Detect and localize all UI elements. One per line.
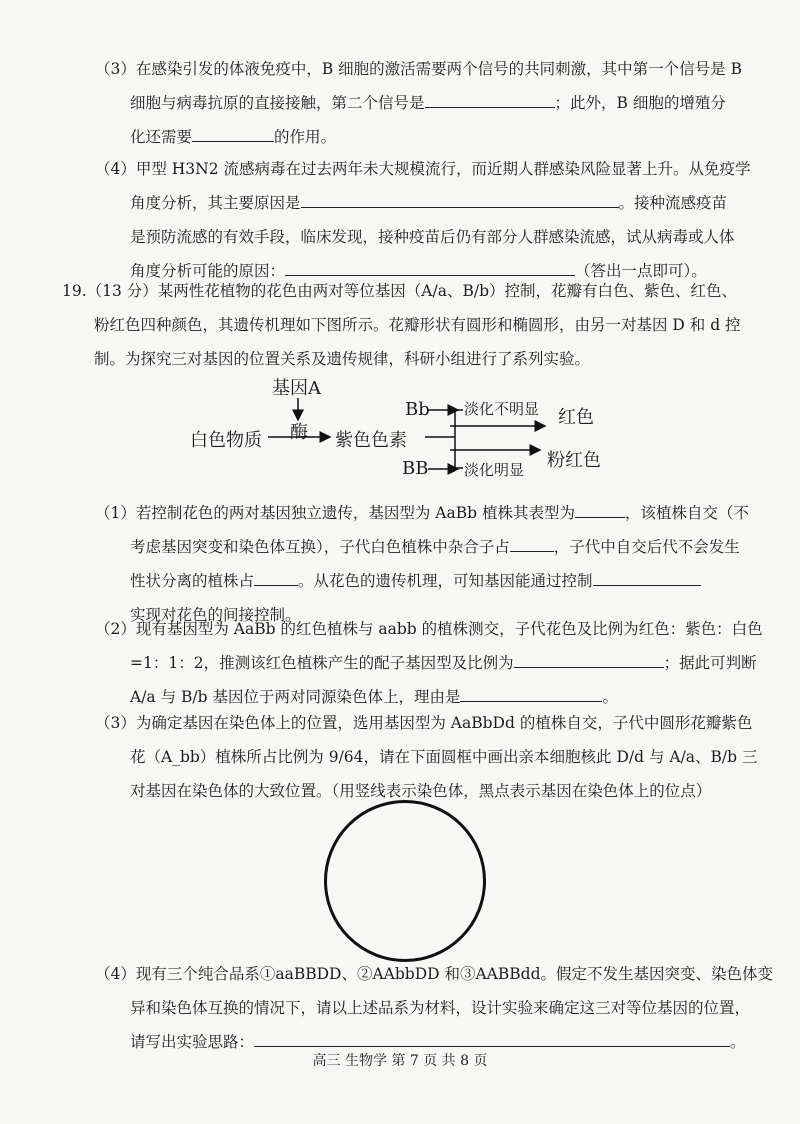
q3-line-3: 化还需要 的作用。 [95,120,755,154]
q3-line-2: 细胞与病毒抗原的直接接触，第二个信号是 ；此外，B 细胞的增殖分 [95,86,755,120]
s1-line-1: （1）若控制花色的两对基因独立遗传，基因型为 AaBb 植株其表型为 ，该植株自交（不 [95,496,755,530]
question-19 [62,274,752,376]
light-strong-label: 淡化明显 [464,461,525,479]
q4-line-4: 角度分析可能的原因： （答出一点即可）。 [95,254,755,288]
white-substance-label: 白色物质 [190,430,262,451]
subquestion-3 [95,706,758,808]
subquestion-4 [95,957,774,1059]
subquestion-2 [95,612,763,714]
s1-line-2: 考虑基因突变和染色体互换），子代白色植株中杂合子占 ，子代中自交后代不会发生 [95,530,755,564]
page-footer: 高三 生物学 第 7 页 共 8 页 [312,1053,488,1069]
q3-line-1: （3）在感染引发的体液免疫中，B 细胞的激活需要两个信号的共同刺激，其中第一个信号是 B [95,60,742,78]
answer-blank[interactable] [593,569,701,586]
q19-line-3: 制。为探究三对基因的位置关系及遗传规律，科研小组进行了系列实验。 [94,350,591,368]
s1-line-3: 性状分离的植株占 。从花色的遗传机理，可知基因能通过控制 [95,564,755,598]
drawing-circle[interactable] [324,800,486,962]
q4-line-2: 角度分析，其主要原因是 。接种流感疫苗 [95,186,755,220]
purple-pigment-label: 紫色色素 [335,430,407,451]
enzyme-label: 酶 [290,422,308,443]
s4-line-3: 请写出实验思路： 。 [95,1025,755,1059]
answer-blank[interactable] [254,1030,730,1047]
answer-blank[interactable] [301,191,619,208]
gene-a-label: 基因A [272,378,321,399]
light-weak-label: 淡化不明显 [464,400,540,418]
answer-blank[interactable] [514,651,664,668]
red-label: 红色 [558,407,594,428]
s4-line-2: 异和染色体互换的情况下，请以上述品系为材料，设计实验来确定这三对等位基因的位置， [130,999,751,1017]
s3-line-2: 花（A_bb）植株所占比例为 9/64，请在下面圆框中画出亲本细胞核此 D/d 与 A/a、B/b 三 [130,748,758,766]
question-4 [95,152,755,288]
question-3 [95,52,755,154]
bb-upper-label: Bb [405,399,430,420]
answer-blank[interactable] [192,125,274,142]
answer-blank[interactable] [460,685,602,702]
q19-line-1: 19.（13 分）某两性花植物的花色由两对等位基因（A/a、B/b）控制，花瓣有白色、紫色、红色、 [62,282,737,300]
s1-line-4: 实现对花色的间接控制。 [130,606,301,624]
s3-line-3: 对基因在染色体的大致位置。（用竖线表示染色体，黑点表示基因在染色体上的位点） [130,782,712,800]
q4-line-1: （4）甲型 H3N2 流感病毒在过去两年未大规模流行，而近期人群感染风险显著上升。从免疫学 [95,160,751,178]
answer-blank[interactable] [425,91,555,108]
s2-line-2: =1：1：2，推测该红色植株产生的配子基因型及比例为 ；据此可判断 [95,646,755,680]
s2-line-1: （2）现有基因型为 AaBb 的红色植株与 aabb 的植株测交，子代花色及比例为红色：紫色：白色 [95,620,763,638]
s3-line-1: （3）为确定基因在染色体上的位置，选用基因型为 AaBbDd 的植株自交，子代中圆形花瓣紫色 [95,714,753,732]
pink-label: 粉红色 [547,450,601,471]
q4-line-3: 是预防流感的有效手段，临床发现，接种疫苗后仍有部分人群感染流感，试从病毒或人体 [130,228,735,246]
answer-blank[interactable] [254,569,298,586]
s4-line-1: （4）现有三个纯合品系①aaBBDD、②AAbbDD 和③AABBdd。假定不发生基因突变、染色体变 [95,965,774,983]
pathway-diagram [180,370,620,490]
bb-lower-label: BB [402,458,429,479]
answer-blank[interactable] [575,501,625,518]
q19-line-2: 粉红色四种颜色，其遗传机理如下图所示。花瓣形状有圆形和椭圆形，由另一对基因 D 和 d 控 [94,316,741,334]
answer-blank[interactable] [510,535,554,552]
s2-line-3: A/a 与 B/b 基因位于两对同源染色体上，理由是 。 [95,680,755,714]
